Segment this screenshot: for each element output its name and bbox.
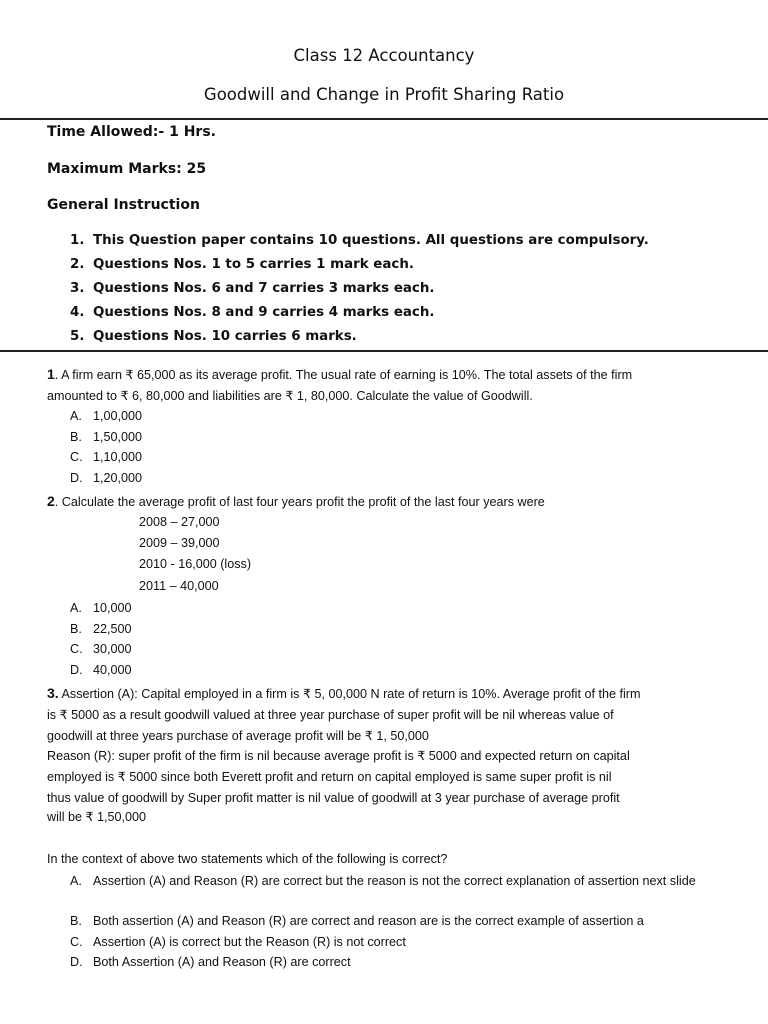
reason-line-3: thus value of goodwill by Super profit matter is nil value of goodwill at 3 year purchase of average profit xyxy=(47,791,620,805)
question-number: 3. xyxy=(47,685,59,701)
question-3 xyxy=(47,683,727,747)
reason-line-4: will be ₹ 1,50,000 xyxy=(47,810,147,824)
option-text: 30,000 xyxy=(93,642,132,656)
instruction-number: 3. xyxy=(70,281,85,296)
question-2 xyxy=(47,491,727,513)
question-1 xyxy=(47,364,727,407)
instruction-item xyxy=(70,328,649,352)
paper-title: Class 12 Accountancy xyxy=(293,46,475,65)
option-item xyxy=(70,911,713,932)
instruction-item xyxy=(70,256,649,280)
instruction-item xyxy=(70,232,649,256)
yearly-profit-list xyxy=(139,512,251,597)
option-item xyxy=(70,660,713,681)
option-text: 1,20,000 xyxy=(93,470,143,485)
question-text: . Calculate the average profit of last four years profit the profit of the last four years were xyxy=(54,495,545,509)
instruction-text: Questions Nos. 8 and 9 carries 4 marks each. xyxy=(93,305,435,320)
question-3-reason xyxy=(47,746,727,825)
option-letter: B. xyxy=(70,914,82,928)
yearly-profit-item: 2011 – 40,000 xyxy=(139,578,219,593)
question-3-context: In the context of above two statements which of the following is correct? xyxy=(47,852,448,866)
option-letter: D. xyxy=(70,955,83,969)
option-letter: B. xyxy=(70,621,82,636)
option-item xyxy=(70,932,713,953)
reason-line-1: Reason (R): super profit of the firm is nil because average profit is ₹ 5000 and expected return on capital xyxy=(47,749,630,763)
time-allowed: Time Allowed:- 1 Hrs. xyxy=(47,124,216,140)
question-1-line-2: amounted to ₹ 6, 80,000 and liabilities are ₹ 1, 80,000. Calculate the value of Goodwill. xyxy=(47,389,533,403)
instruction-number: 2. xyxy=(70,257,85,272)
option-item xyxy=(70,468,713,489)
option-item xyxy=(70,952,713,973)
reason-line-2: employed is ₹ 5000 since both Everett profit and return on capital employed is same super profit is nil xyxy=(47,770,612,784)
maximum-marks: Maximum Marks: 25 xyxy=(47,161,207,177)
option-letter: D. xyxy=(70,662,83,677)
paper-subtitle: Goodwill and Change in Profit Sharing Ratio xyxy=(203,85,565,104)
question-number: 2 xyxy=(47,493,55,509)
question-2-options xyxy=(70,598,713,680)
option-letter: A. xyxy=(70,874,82,888)
option-item xyxy=(70,406,713,427)
instructions-divider xyxy=(0,350,768,352)
option-text: 40,000 xyxy=(93,662,132,677)
option-text: 1,50,000 xyxy=(93,429,143,444)
instruction-text: Questions Nos. 6 and 7 carries 3 marks each. xyxy=(93,281,435,296)
option-letter: B. xyxy=(70,429,82,444)
option-text: Both Assertion (A) and Reason (R) are correct xyxy=(93,955,351,969)
instruction-number: 5. xyxy=(70,329,85,344)
instruction-item xyxy=(70,304,649,328)
option-text: Both assertion (A) and Reason (R) are correct and reason are is the correct example of assertion a xyxy=(93,914,644,928)
option-letter: C. xyxy=(70,934,83,949)
instruction-number: 1. xyxy=(70,233,85,248)
option-item xyxy=(70,871,713,911)
instruction-text: Questions Nos. 1 to 5 carries 1 mark each. xyxy=(93,257,414,272)
yearly-profit-item: 2008 – 27,000 xyxy=(139,515,220,529)
option-letter: C. xyxy=(70,450,83,464)
option-text: Assertion (A) and Reason (R) are correct but the reason is not the correct explanation of assertion next slide xyxy=(93,874,696,888)
option-item xyxy=(70,639,713,660)
option-text: 22,500 xyxy=(93,621,132,636)
option-item xyxy=(70,447,713,468)
option-item xyxy=(70,427,713,448)
option-item xyxy=(70,598,713,619)
option-item xyxy=(70,619,713,640)
yearly-profit-item: 2009 – 39,000 xyxy=(139,536,220,551)
instruction-text: This Question paper contains 10 questions. All questions are compulsory. xyxy=(93,233,649,248)
question-3-options xyxy=(70,871,713,973)
instruction-number: 4. xyxy=(70,305,85,320)
question-number: 1 xyxy=(47,366,55,382)
option-letter: A. xyxy=(70,409,82,423)
assertion-line-3: goodwill at three years purchase of average profit will be ₹ 1, 50,000 xyxy=(47,729,429,743)
yearly-profit-item: 2010 - 16,000 (loss) xyxy=(139,557,252,572)
option-text: 1,00,000 xyxy=(93,409,143,423)
instruction-text: Questions Nos. 10 carries 6 marks. xyxy=(93,329,357,344)
assertion-line-1 xyxy=(47,683,727,705)
question-2-line-1 xyxy=(47,491,727,513)
assertion-line-2: is ₹ 5000 as a result goodwill valued at three year purchase of super profit will be nil whereas value of xyxy=(47,708,614,722)
question-text: . A firm earn ₹ 65,000 as its average profit. The usual rate of earning is 10%. The total assets of the firm xyxy=(54,368,633,382)
option-letter: D. xyxy=(70,470,83,485)
question-1-line-1 xyxy=(47,364,727,386)
option-text: 1,10,000 xyxy=(93,450,143,464)
instruction-item xyxy=(70,280,649,304)
question-1-options xyxy=(70,406,713,488)
header-divider xyxy=(0,118,768,120)
option-letter: C. xyxy=(70,642,83,656)
option-text: 10,000 xyxy=(93,601,132,615)
general-instruction-heading: General Instruction xyxy=(47,197,200,213)
option-text: Assertion (A) is correct but the Reason (R) is not correct xyxy=(93,934,406,949)
assertion-text: Assertion (A): Capital employed in a firm is ₹ 5, 00,000 N rate of return is 10%. Average profit of the firm xyxy=(58,687,641,701)
instruction-list xyxy=(70,232,649,352)
option-letter: A. xyxy=(70,601,82,615)
